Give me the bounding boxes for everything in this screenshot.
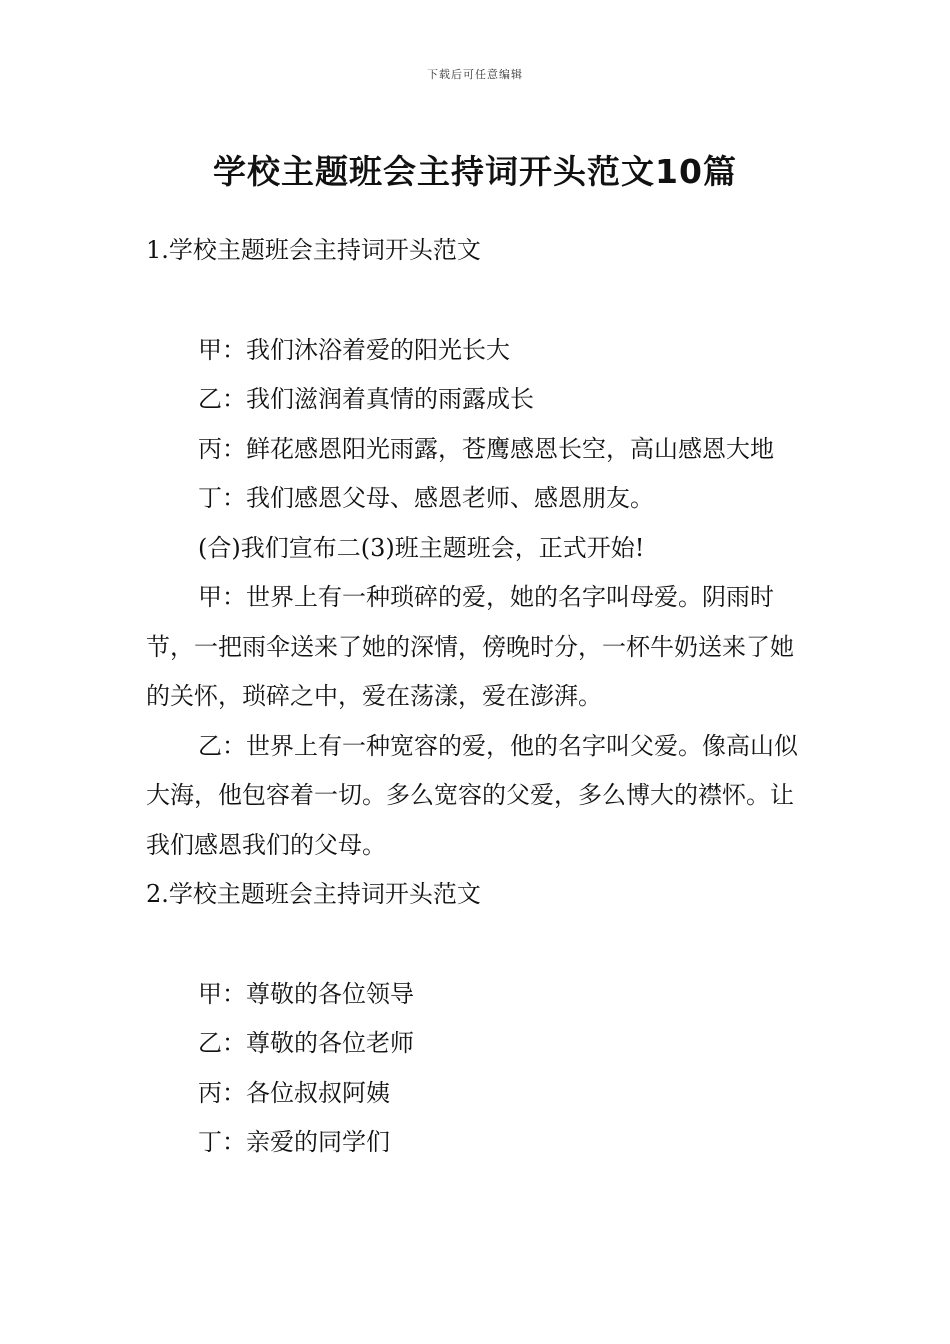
dialogue-paragraph: (合)我们宣布二(3)班主题班会，正式开始!: [198, 533, 645, 562]
section-heading: 1.学校主题班会主持词开头范文: [146, 236, 481, 264]
section-heading: 2.学校主题班会主持词开头范文: [146, 880, 481, 908]
section-2: [146, 870, 808, 1168]
dialogue-paragraph: 乙：尊敬的各位老师: [198, 1029, 414, 1057]
dialogue-paragraph: 丁：我们感恩父母、感恩老师、感恩朋友。: [198, 484, 654, 512]
dialogue-paragraph: 乙：我们滋润着真情的雨露成长: [198, 385, 534, 413]
dialogue-paragraph: 丙：各位叔叔阿姨: [198, 1078, 390, 1107]
dialogue-paragraph: 丁：亲爱的同学们: [198, 1128, 390, 1156]
dialogue-paragraph: 甲：世界上有一种琐碎的爱，她的名字叫母爱。阴雨时节，一把雨伞送来了她的深情，傍晚时分，一杯牛奶送来了她的关怀，琐碎之中，爱在荡漾，爱在澎湃。: [146, 583, 794, 710]
dialogue-paragraph: 乙：世界上有一种宽容的爱，他的名字叫父爱。像高山似大海，他包容着一切。多么宽容的父爱，多么博大的襟怀。让我们感恩我们的父母。: [146, 731, 798, 859]
dialogue-paragraph: 甲：我们沐浴着爱的阳光长大: [198, 335, 510, 364]
header-note: 下载后可任意编辑: [427, 68, 523, 81]
document-body: [146, 226, 808, 1168]
section-1: [146, 226, 808, 870]
document-title: 学校主题班会主持词开头范文10篇: [213, 152, 737, 192]
dialogue-paragraph: 甲：尊敬的各位领导: [198, 979, 414, 1008]
dialogue-paragraph: 丙：鲜花感恩阳光雨露，苍鹰感恩长空，高山感恩大地: [198, 434, 774, 463]
